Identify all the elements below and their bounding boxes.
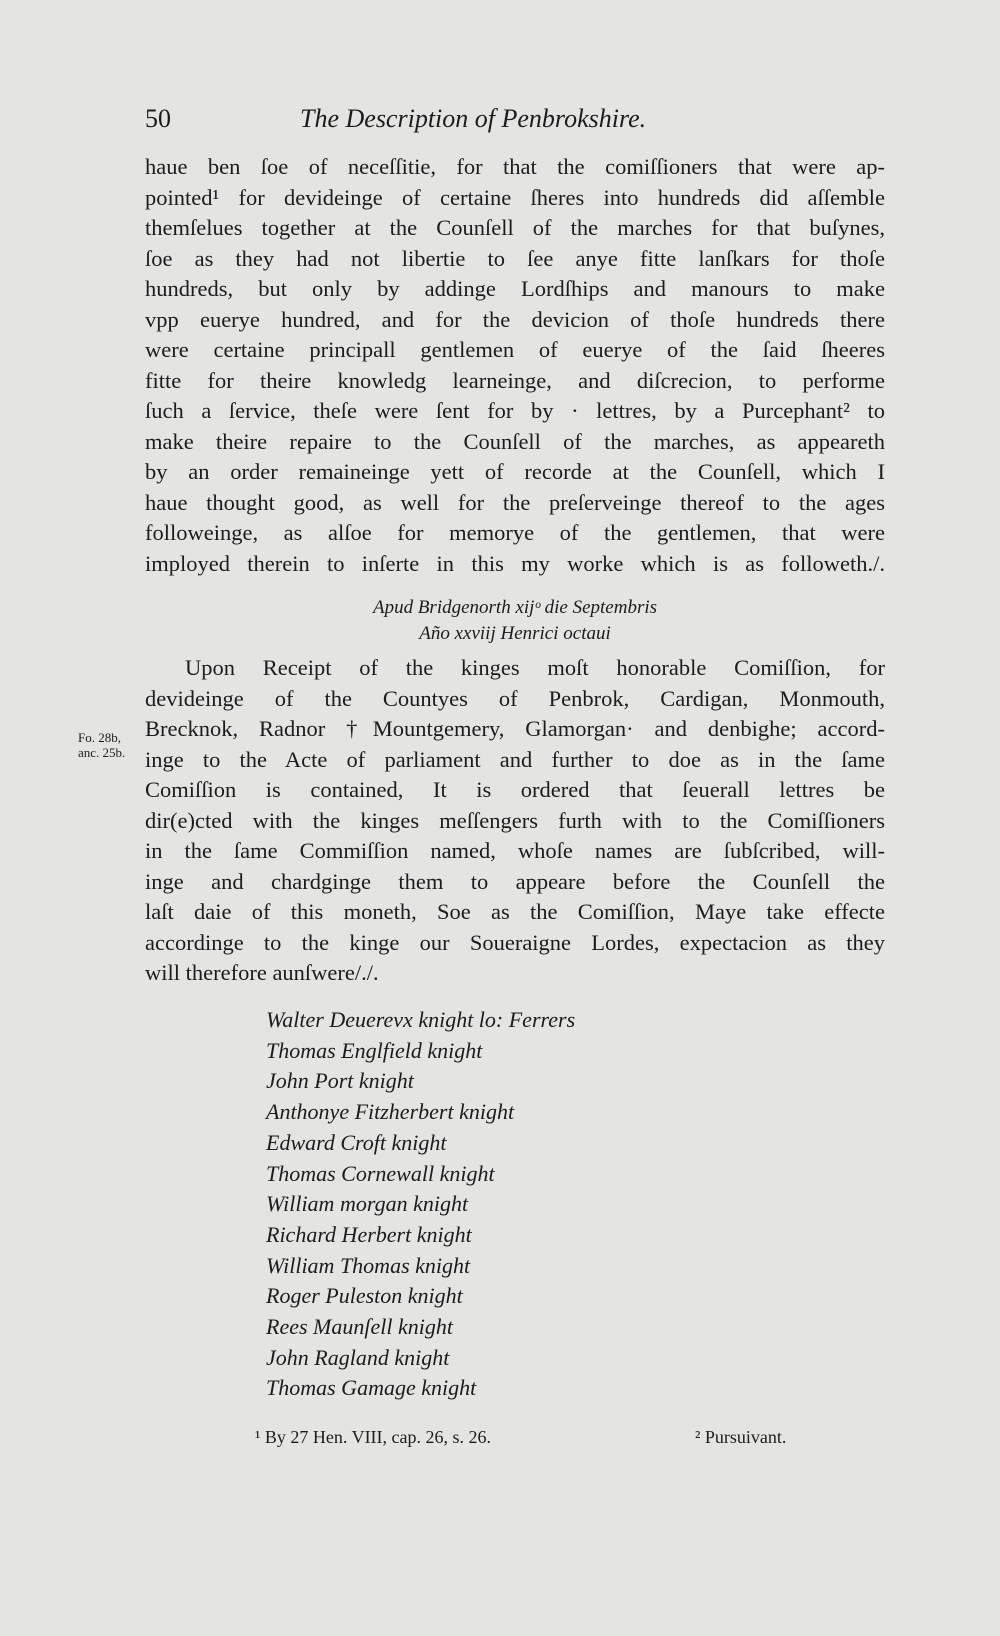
commissioner-name: John Ragland knight [266, 1344, 450, 1370]
text-line: make theire repaire to the Counſell of the marches, as appeareth [145, 428, 885, 454]
text-line: pointed¹ for devideinge of certaine ſheres into hundreds did aſſemble [145, 184, 885, 210]
text-line: dir(e)cted with the kinges meſſengers furth with to the Comiſſioners [145, 807, 885, 833]
text-line: inge to the Acte of parliament and further to doe as in the ſame [145, 746, 885, 772]
paragraph-opening [145, 152, 885, 579]
text-line: were certaine principall gentlemen of euerye of the ſaid ſheeres [145, 337, 885, 362]
commissioner-name: Thomas Cornewall knight [266, 1160, 495, 1186]
text-line: Upon Receipt of the kinges moſt honorable Comiſſion, for [185, 655, 885, 680]
date-heading [145, 595, 885, 647]
commissioner-name: Thomas Englfield knight [266, 1037, 483, 1063]
text-line: imployed therein to inſerte in this my worke which is as followeth./. [145, 550, 885, 576]
text-line: by an order remaineinge yett of recorde at the Counſell, which I [145, 459, 885, 484]
text-line: followeinge, as alſoe for memorye of the gentlemen, that were [145, 520, 885, 545]
footnote-2: ² Pursuivant. [695, 1427, 787, 1447]
commissioner-names-list [266, 1005, 575, 1404]
paragraph-order [145, 653, 885, 989]
margin-note-line: Fo. 28b, [78, 730, 121, 745]
commissioner-name: Richard Herbert knight [266, 1221, 472, 1247]
commissioner-name: Edward Croft knight [266, 1129, 447, 1155]
page-number: 50 [145, 104, 171, 133]
text-line: inge and chardginge them to appeare before the Counſell the [145, 868, 885, 894]
commissioner-name: Rees Maunſell knight [266, 1314, 453, 1340]
commissioner-name: Roger Puleston knight [266, 1283, 463, 1309]
footnote-1: ¹ By 27 Hen. VIII, cap. 26, s. 26. [255, 1427, 492, 1447]
commissioner-name: Anthonye Fitzherbert knight [266, 1099, 515, 1125]
text-line: accordinge to the kinge our Soueraigne Lordes, expectacion as they [145, 929, 885, 955]
margin-note [78, 730, 148, 760]
text-line: in the ſame Commiſſion named, whoſe names are ſubſcribed, will- [145, 838, 885, 863]
commissioner-name: John Port knight [266, 1068, 414, 1094]
running-title: The Description of Penbrokshire. [300, 104, 647, 133]
date-heading-line: Año xxviij Henrici octaui [419, 623, 611, 644]
text-line: vpp euerye hundred, and for the devicion of thoſe hundreds there [145, 306, 885, 332]
text-line: fitte for theire knowledg learneinge, and diſcrecion, to performe [145, 367, 885, 393]
text-line: ſoe as they had not libertie to ſee anye fitte lanſkars for thoſe [145, 245, 885, 271]
text-line: Brecknok, Radnor †Mountgemery, Glamorgan· and denbighe; accord- [145, 716, 885, 741]
text-line: Comiſſion is contained, It is ordered that ſeuerall lettres be [145, 777, 885, 802]
text-line: will therefore aunſwere/./. [145, 960, 379, 985]
running-head [145, 104, 725, 140]
commissioner-name: William Thomas knight [266, 1252, 471, 1278]
text-line: laſt daie of this moneth, Soe as the Comiſſion, Maye take effecte [145, 899, 885, 924]
text-line: ſuch a ſervice, theſe were ſent for by · lettres, by a Purcephant² to [145, 398, 885, 423]
margin-note-line: anc. 25b. [78, 745, 126, 760]
commissioner-name: Walter Deuerevx knight lo: Ferrers [266, 1007, 576, 1032]
text-line: haue thought good, as well for the preſerveinge thereof to the ages [145, 489, 885, 515]
commissioner-name: Thomas Gamage knight [266, 1375, 477, 1401]
text-line: haue ben ſoe of neceſſitie, for that the comiſſioners that were ap- [145, 154, 885, 179]
text-line: devideinge of the Countyes of Penbrok, Cardigan, Monmouth, [145, 685, 885, 711]
text-line: themſelues together at the Counſell of the marches for that buſynes, [145, 215, 885, 240]
commissioner-name: William morgan knight [266, 1191, 469, 1217]
date-heading-line: Apud Bridgenorth xijᵒ die Septembris [372, 597, 658, 618]
text-line: hundreds, but only by addinge Lordſhips and manours to make [145, 276, 885, 301]
